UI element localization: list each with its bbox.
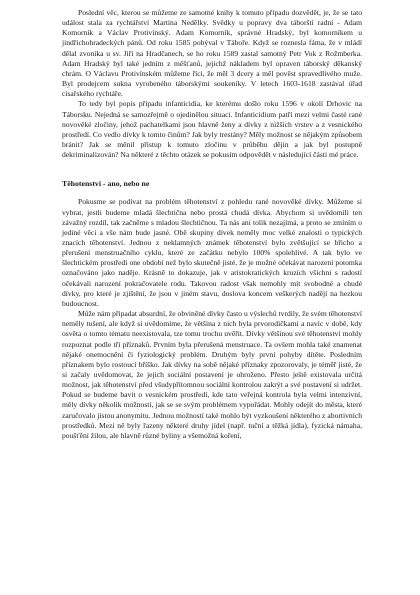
paragraph-pregnancy-2: Může nám připadat absurdní, že obviněné dívky často u výslechů tvrdily, že svém těhotenství neměly tušení, ale když si uvědomíme, že většina z nich byla prvorodičkami a navíc v době, kdy osvěta o tomto tématu neexistovala, tze tomu trochu uvěřit. Dívky většinou své těhotenství mohly rozpoznat podle tří příznaků. Prvním byla přerušená menstruace. Ta ovšem mohla také znamenat nějaké onemocnění či fyziologický problém. Druhým byly první pohyby dítěte. Posledním příznakem bylo rostoucí bříško. Jak dívky na sobě nějaké příznaky zpozorovaly, je téměř jisté, že si začaly uvědomovat, že jejich sociální postavení je ohroženo. Přesto ještě existovala určitá možnost, jak těhotenství před všudypřítomnou sociální kontrolou zakrýt a své postavení si udržet. Pokud se budeme bavit o vesnickém prostředí, kde tato veřejná kontrola byla velmi intenzivní, měly dívky několik možností, jak se se svým problémem vypořádat. Mohly odejít do města, které zaručovalo jistou anonymitu. Jednou možností také mohlo být vyzkoušení některého z abortivních prostředků. Mezi ně byly řazeny některé druhy jídel (např. tuční a těžká jídla), fyzická námaha, poušťění žilou, ale hlavně různé byliny a všemožná koření,: [62, 309, 362, 440]
paragraph-executions: Poslední věc, kterou se můžeme ze samotné knihy k tomuto případu dozvědět, je, že se tato událost stala za rychtářství Martina Nedělky. Svědky u popravy dva táborští radní - Adam Komorník a Václav Protivínský. Adam Komorník, správné Hradský, byl komorníkem u jindřichohradeckých pánů. Od roku 1585 pobýval v Táboře. Když se roznesla fáma, že v mládí dělal zvoníka u sv. Jiří na Hradčanech, se ho roku 1589 zastal samotný Petr Vok z Rožmberka. Adam Hradský byl také jedním z měšťanů, jejichž nákladem byl opraven táborský děkanský chrám. O Václavu Protivínském můžeme říci, že měl 3 dcery a měl pověst spravedlivého muže. Byl prodejcem sukna vyrobeného táborskými soukeníky. V letech 1603-1618 zastával úřad císařského rychtáře.: [62, 8, 362, 99]
paragraph-infanticide-intro: To tedy byl popis případu infanticidia, ke kterému došlo roku 1596 v okolí Drhovic na Táborsku. Nejedná se samozřejmě o ojedinělou situaci. Infanticidium patří mezi velmi časté rané novověké zločiny, jehož pachatelkami jsou hlavně ženy a dívky z nižších vrstev a z vesnického prostředí. Co vedlo dívky k tomto činům? Jak byly trestány? Měly možnost se nějakým způsobem bránit? Jak se měnil přístup k tomuto zločinu v průběhu dějin a jak byl postupně dekriminalizován? Na některé z těchto otázek se pokusím odpovědět v následující části mé práce.: [62, 99, 362, 160]
section-heading: Těhotenství - ano, nebo ne: [62, 179, 150, 189]
paragraph-pregnancy-1: Pokusme se podívat na problém těhotenství z pohledu rané novověké dívky. Můžeme si vybrat, jestli budeme mladá šlechtična nebo prostá chudá dívka. Abychom si uvědomili ten závažný rozdíl, tak začněme s mladou šlechtičnou. Ta nás ani tolik nezajímá, a proto se zmíním o jediné věci a vše nám bude jasné. Obě skupiny dívek neměly moc velké znalosti o typických znacích těhotenství. Jednou z neklamných známek těhotenství bylo zvětšující se břicho a přerušení menstruačního cyklu, které ze začátku nebylo 100% spolehlivé. A tak bylo ve šlechtickém prostředí one období než bylo skutečně jisté, že je možné očekávat narození potomka označováno jako naděje. Krásně to dokazuje, jak v aristokratických kruzích všichni s radostí očekávali narození pokračovatele rodu. Takovou radost však nemohly mít svobodné a chudé dívky, pro které je zjištění, že jsou v jiném stavu, doslova koncem veškerých nadějí na hezkou budoucnost.: [62, 197, 362, 308]
